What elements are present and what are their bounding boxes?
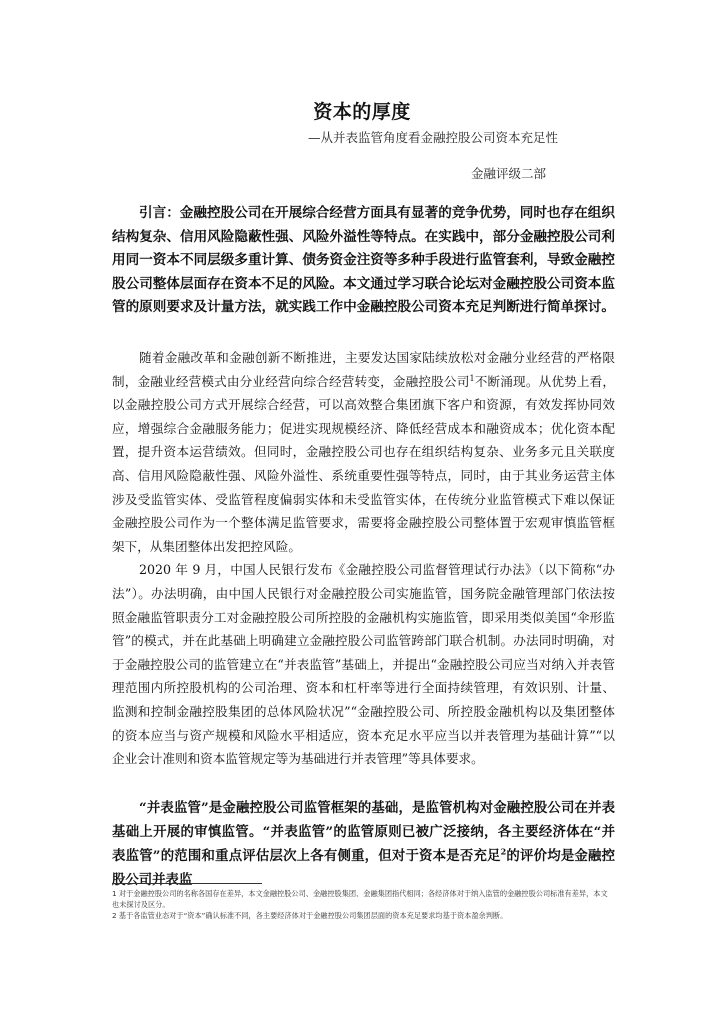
bold-paragraph-part-a: “并表监管”是金融控股公司监管框架的基础，是监管机构对金融控股公司在并表基础上开展的审慎监管。“并表监管”的监管原则已被广泛接纳，各主要经济体在“并表监管”的范围和重点评估层次上各有侧重，但对于资本是否充足 (112, 800, 615, 864)
bold-paragraph-part-b: 的评价均是金融控股公司并表监 (112, 848, 615, 888)
footnote-1-text: 对于金融控股公司的名称各国存在差异，本文金融控股公司、金融控股集团、金融集团指代相同；各经济体对于纳入监管的金融控股公司标准有差异，本文也未探讨及区分。 (112, 889, 608, 909)
footnote-2 (112, 910, 612, 921)
document-title: 资本的厚度 (313, 101, 411, 123)
document-subtitle: —从并表监管角度看金融控股公司资本充足性 (307, 130, 558, 145)
abstract-paragraph: 引言：金融控股公司在开展综合经营方面具有显著的竞争优势，同时也存在组织结构复杂、信用风险隐蔽性强、风险外溢性等特点。在实践中，部分金融控股公司利用同一资本不同层级多重计算、债务资金注资等多种手段进行监管套利，导致金融控股公司整体层面存在资本不足的风险。本文通过学习联合论坛对金融控股公司资本监管的原则要求及计量方法，就实践工作中金融控股公司资本充足判断进行简单探讨。 (112, 205, 615, 316)
footnote-divider (112, 883, 262, 884)
body-text (112, 346, 615, 771)
footnote-ref-1: 1 (469, 373, 475, 383)
body-paragraph-2: 2020 年 9 月，中国人民银行发布《金融控股公司监督管理试行办法》（以下简称“办法”）。办法明确，由中国人民银行对金融控股公司实施监管，国务院金融管理部门依法按照金融监管职责分工对金融控股公司所控股的金融机构实施监管，即采用类似美国“伞形监管”的模式，并在此基础上明确建立金融控股公司监管跨部门联合机制。办法同时明确，对于金融控股公司的监管建立在“并表监管”基础上，并提出“金融控股公司应当对纳入并表管理范围内所控股机构的公司治理、资本和杠杆率等进行全面持续管理，有效识别、计量、监测和控制金融控股集团的总体风险状况”“金融控股公司、所控股金融机构以及集团整体的资本应当与资产规模和风险水平相适应，资本充足水平应当以并表管理为基础计算”“以企业会计准则和资本监管规定等为基础进行并表管理”等具体要求。 (112, 562, 615, 767)
footnote-2-number: 2 (112, 911, 117, 920)
footnote-1-number: 1 (112, 889, 117, 898)
body-paragraph-1 (112, 346, 615, 558)
bold-paragraph (112, 796, 615, 892)
footnote-ref-2: 2 (500, 846, 507, 857)
body-paragraph-1-part-a: 随着金融改革和金融创新不断推进，主要发达国家陆续放松对金融分业经营的严格限制，金融业经营模式由分业经营向综合经营转变，金融控股公司 (112, 350, 615, 389)
department-label: 金融评级二部 (470, 166, 546, 181)
footnote-2-text: 基于各监管业态对于“资本”确认标准不同，各主要经济体对于金融控股公司集团层面的资本充足要求均基于资本盈余判断。 (118, 911, 508, 920)
body-paragraph-1-part-b: 不断涌现。从优势上看，以金融控股公司方式开展综合经营，可以高效整合集团旗下客户和资源，有效发挥协同效应，增强综合金融服务能力；促进实现规模经济、降低经营成本和融资成本；优化资本配置，提升资本运营绩效。但同时，金融控股公司也存在组织结构复杂、业务多元且关联度高、信用风险隐蔽性强、风险外溢性、系统重要性强等特点，同时，由于其业务运营主体涉及受监管实体、受监管程度偏弱实体和未受监管实体，在传统分业监管模式下难以保证金融控股公司作为一个整体满足监管要求，需要将金融控股公司整体置于宏观审慎监管框架下，从集团整体出发把控风险。 (112, 373, 616, 554)
footnotes (112, 888, 612, 921)
footnote-1 (112, 888, 612, 910)
